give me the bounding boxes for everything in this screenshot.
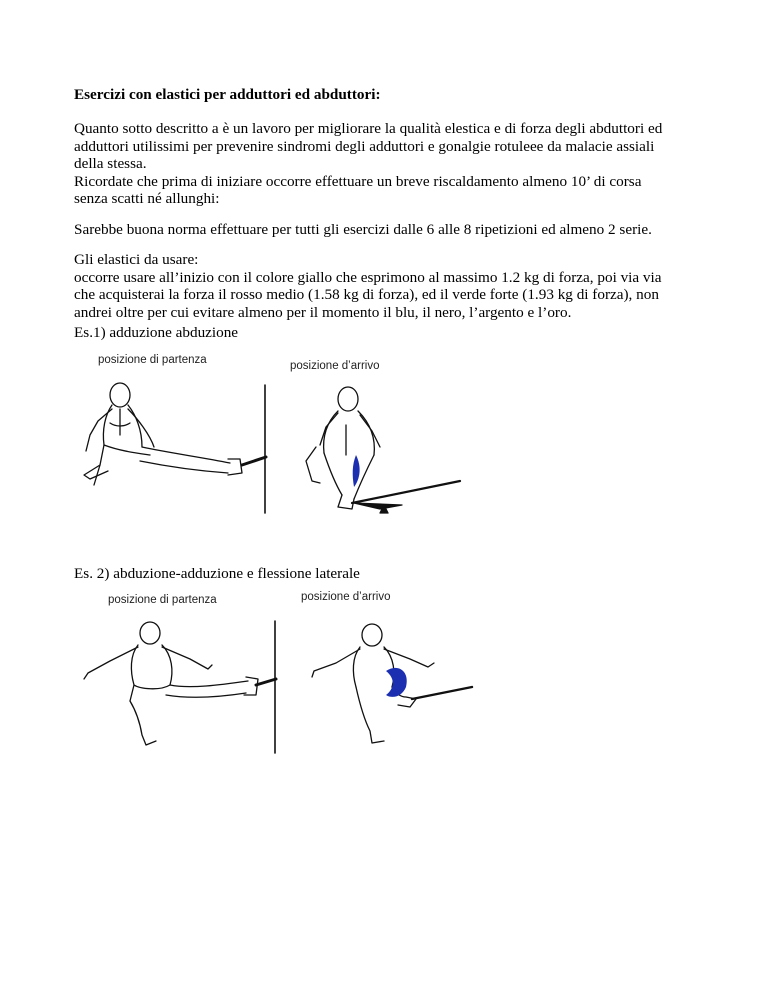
- ex1-end-label: posizione d’arrivo: [290, 360, 380, 372]
- ex2-start-label: posizione di partenza: [108, 594, 217, 606]
- exercise-2-heading-text: Es. 2) abduzione-adduzione e flessione laterale: [74, 565, 360, 582]
- ex1-end-band: [352, 481, 460, 503]
- intro-line: della stessa.: [74, 155, 147, 173]
- ex1-illustration: [80, 375, 470, 520]
- ex2-start-figure: [84, 622, 258, 745]
- exercise-1-heading-text: Es.1) adduzione abduzione: [74, 324, 239, 341]
- intro-paragraph: [74, 120, 694, 208]
- ex1-start-figure: [84, 383, 242, 485]
- intro-line: Ricordate che prima di iniziare occorre effettuare un breve riscaldamento almeno 10’ di corsa: [74, 172, 642, 190]
- reps-line: Sarebbe buona norma effettuare per tutti gli esercizi dalle 6 alle 8 ripetizioni ed almeno 2 serie.: [74, 221, 652, 238]
- bands-line: occorre usare all’inizio con il colore giallo che esprimono al massimo 1.2 kg di forza, poi via via: [74, 268, 662, 286]
- bands-line: andrei oltre per cui evitare almeno per il momento il blu, il nero, l’argento e l’oro.: [74, 303, 572, 321]
- exercise-2-heading: [74, 565, 694, 583]
- ex1-muscle-highlight: [353, 455, 360, 487]
- bands-line: che acquisterai la forza il rosso medio (1.58 kg di forza), ed il verde forte (1.93 kg di forza), non: [74, 286, 659, 304]
- exercise-1-heading: [74, 324, 694, 342]
- ex1-end-figure: [306, 387, 380, 509]
- ex2-end-band: [412, 687, 472, 699]
- intro-line: senza scatti né allunghi:: [74, 190, 220, 208]
- ex2-end-label: posizione d’arrivo: [301, 591, 391, 603]
- ex2-muscle-highlight: [386, 668, 407, 697]
- bands-paragraph: [74, 251, 694, 321]
- bands-line: Gli elastici da usare:: [74, 251, 199, 268]
- ex2-illustration: [80, 615, 480, 755]
- reps-paragraph: [74, 221, 694, 239]
- intro-line: adduttori utilissimi per prevenire sindromi degli adduttori e gonalgie rotuleee da malacie assiali: [74, 137, 655, 155]
- ex2-end-figure: [312, 624, 434, 743]
- intro-line: Quanto sotto descritto a è un lavoro per migliorare la qualità elestica e di forza degli abduttori ed: [74, 120, 663, 137]
- ex1-start-label: posizione di partenza: [98, 354, 207, 366]
- document-title: Esercizi con elastici per adduttori ed abduttori:: [74, 86, 381, 103]
